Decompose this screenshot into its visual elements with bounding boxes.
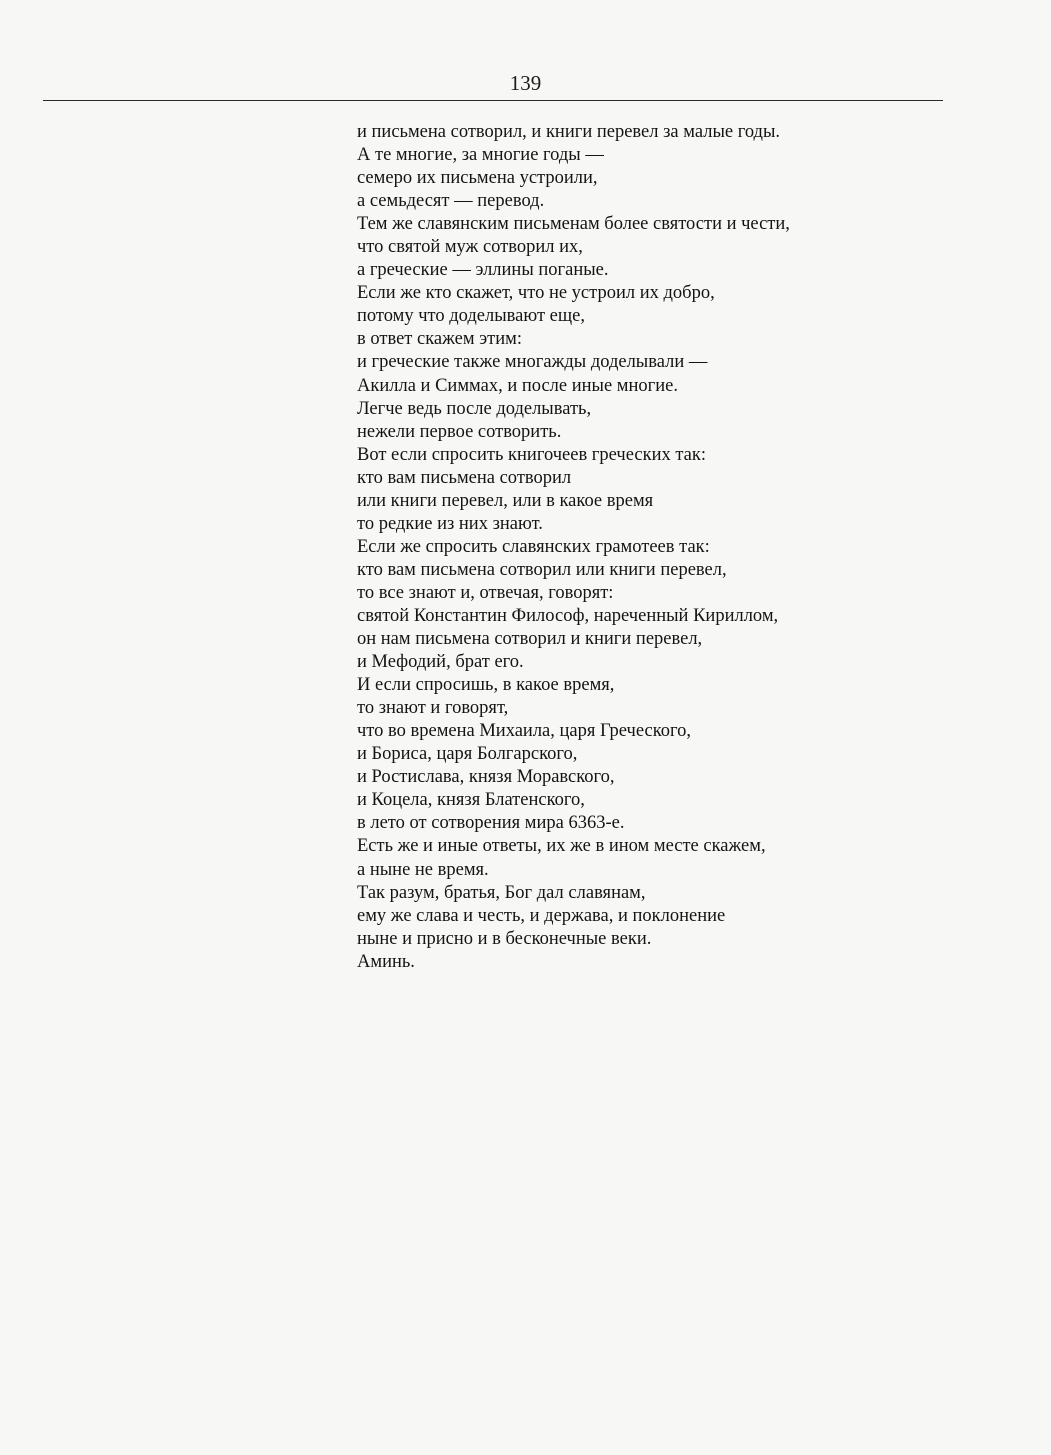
- page-number: 139: [509, 71, 542, 95]
- verse-line: а семьдесят — перевод.: [357, 191, 545, 212]
- verse-line: он нам письмена сотворил и книги перевел,: [357, 629, 703, 650]
- verse-line: в лето от сотворения мира 6363-е.: [357, 813, 625, 834]
- verse-line: то знают и говорят,: [357, 698, 509, 719]
- verse-line: и письмена сотворил, и книги перевел за малые годы.: [357, 122, 781, 142]
- verse-line: или книги перевел, или в какое время: [357, 490, 654, 511]
- verse-line: Легче ведь после доделывать,: [357, 398, 592, 419]
- verse-line: Так разум, братья, Бог дал славянам,: [357, 882, 646, 903]
- verse-line: Тем же славянским письменам более святости и чести,: [357, 214, 790, 235]
- verse-line: то все знают и, отвечая, говорят:: [357, 582, 614, 603]
- verse-text: [357, 121, 790, 974]
- verse-line: святой Константин Философ, нареченный Кириллом,: [357, 605, 779, 626]
- verse-line: в ответ скажем этим:: [357, 329, 522, 350]
- verse-line: потому что доделывают еще,: [357, 306, 585, 327]
- header-rule: [43, 100, 943, 101]
- verse-line: Если же спросить славянских грамотеев так:: [357, 536, 710, 557]
- verse-line: кто вам письмена сотворил или книги перевел,: [357, 559, 727, 580]
- verse-line: Аминь.: [357, 951, 415, 972]
- verse-line: Есть же и иные ответы, их же в ином месте скажем,: [357, 836, 766, 857]
- verse-line: кто вам письмена сотворил: [357, 467, 572, 488]
- verse-line: и Коцела, князя Блатенского,: [357, 790, 585, 811]
- verse-line: Акилла и Симмах, и после иные многие.: [357, 375, 678, 396]
- verse-line: семеро их письмена устроили,: [357, 168, 598, 189]
- verse-line: а ныне не время.: [357, 859, 489, 880]
- verse-line: и Мефодий, брат его.: [357, 652, 524, 673]
- verse-line: ему же слава и честь, и держава, и поклонение: [357, 905, 726, 926]
- verse-line: и греческие также многажды доделывали —: [357, 352, 708, 373]
- verse-line: нежели первое сотворить.: [357, 421, 562, 442]
- verse-line: И если спросишь, в какое время,: [357, 675, 615, 696]
- verse-line: а греческие — эллины поганые.: [357, 260, 609, 281]
- verse-line: что во времена Михаила, царя Греческого,: [357, 721, 692, 742]
- verse-line: ныне и присно и в бесконечные веки.: [357, 928, 652, 949]
- verse-line: и Бориса, царя Болгарского,: [357, 744, 578, 765]
- verse-line: что святой муж сотворил их,: [357, 237, 583, 258]
- verse-line: А те многие, за многие годы —: [357, 145, 604, 166]
- verse-line: то редкие из них знают.: [357, 513, 543, 534]
- verse-line: Если же кто скажет, что не устроил их добро,: [357, 283, 715, 304]
- verse-line: Вот если спросить книгочеев греческих так:: [357, 444, 706, 465]
- verse-line: и Ростислава, князя Моравского,: [357, 767, 615, 788]
